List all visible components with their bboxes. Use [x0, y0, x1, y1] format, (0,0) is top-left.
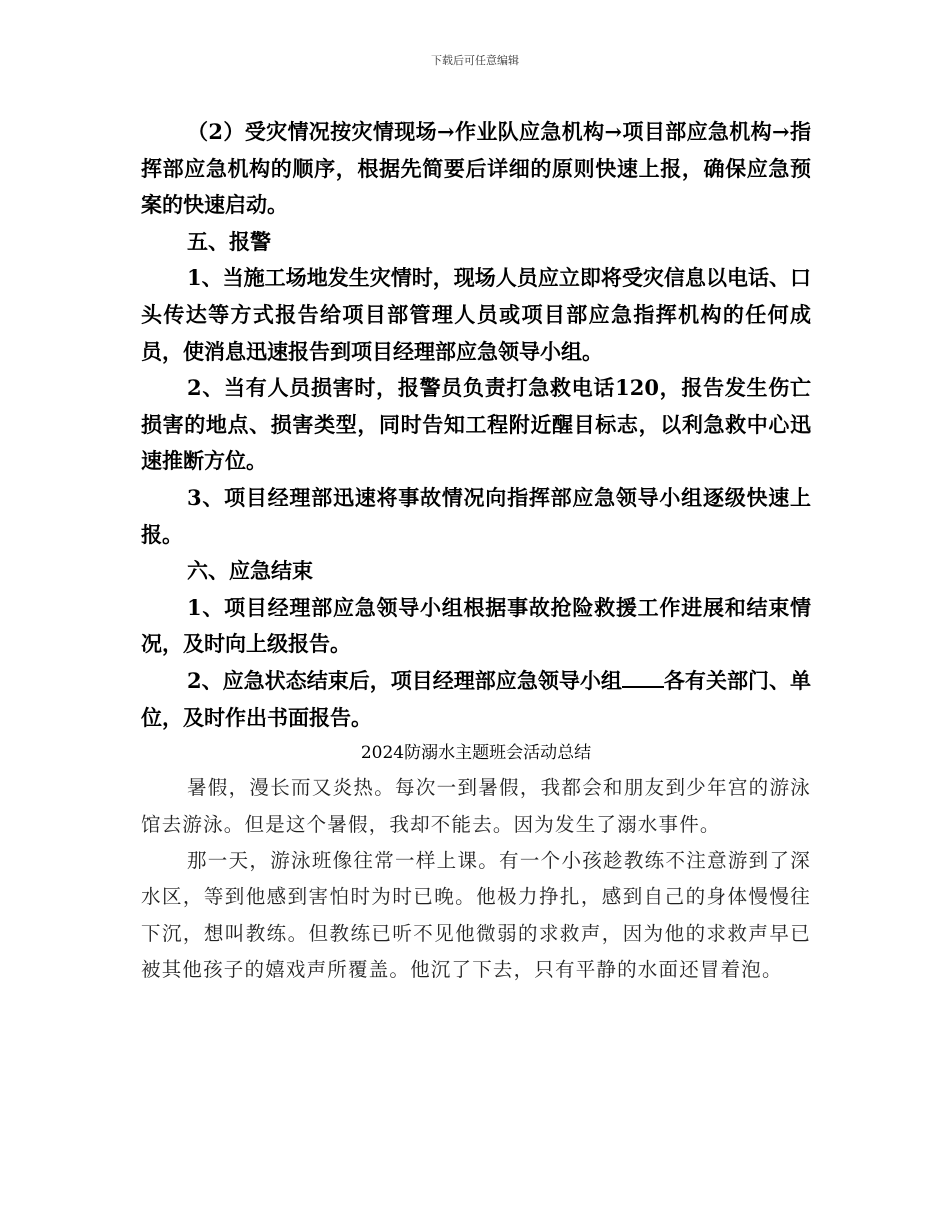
paragraph-end-1: 1、项目经理部应急领导小组根据事故抢险救援工作进展和结束情况，及时向上级报告。 [141, 594, 811, 657]
paragraph-report-order: （2）受灾情况按灾情现场→作业队应急机构→项目部应急机构→指挥部应急机构的顺序，根据先简要后详细的原则快速上报，确保应急预案的快速启动。 [141, 119, 811, 218]
heading-emergency-end: 六、应急结束 [187, 558, 313, 584]
essay-paragraph-1: 暑假，漫长而又炎热。每次一到暑假，我都会和朋友到少年宫的游泳馆去游泳。但是这个暑假，我却不能去。因为发生了溺水事件。 [141, 776, 811, 836]
paragraph-alarm-1: 1、当施工场地发生灾情时，现场人员应立即将受灾信息以电话、口头传达等方式报告给项目部管理人员或项目部应急指挥机构的任何成员，使消息迅速报告到项目经理部应急领导小组。 [141, 265, 811, 364]
paragraph-end-2 [141, 663, 811, 736]
fill-in-blank [622, 670, 664, 688]
document-body [141, 114, 811, 989]
paragraph-end-2-part-2: 各有关部门、单位，及时作出书面报告。 [141, 667, 811, 730]
essay-title: 2024防溺水主题班会活动总结 [360, 743, 592, 764]
paragraph-alarm-2: 2、当有人员损害时，报警员负责打急救电话120，报告发生伤亡损害的地点、损害类型，同时告知工程附近醒目标志，以利急救中心迅速推断方位。 [141, 375, 811, 474]
paragraph-end-2-part-1: 2、应急状态结束后，项目经理部应急领导小组 [187, 667, 622, 693]
heading-alarm: 五、报警 [187, 228, 271, 254]
essay-paragraph-2: 那一天，游泳班像往常一样上课。有一个小孩趁教练不注意游到了深水区，等到他感到害怕时为时已晚。他极力挣扎，感到自己的身体慢慢往下沉，想叫教练。但教练已听不见他微弱的求救声，因为他的求救声早已被其他孩子的嬉戏声所覆盖。他沉了下去，只有平静的水面还冒着泡。 [141, 848, 811, 982]
paragraph-alarm-3: 3、项目经理部迅速将事故情况向指挥部应急领导小组逐级快速上报。 [141, 484, 811, 547]
page-header-note: 下载后可任意编辑 [431, 54, 519, 67]
